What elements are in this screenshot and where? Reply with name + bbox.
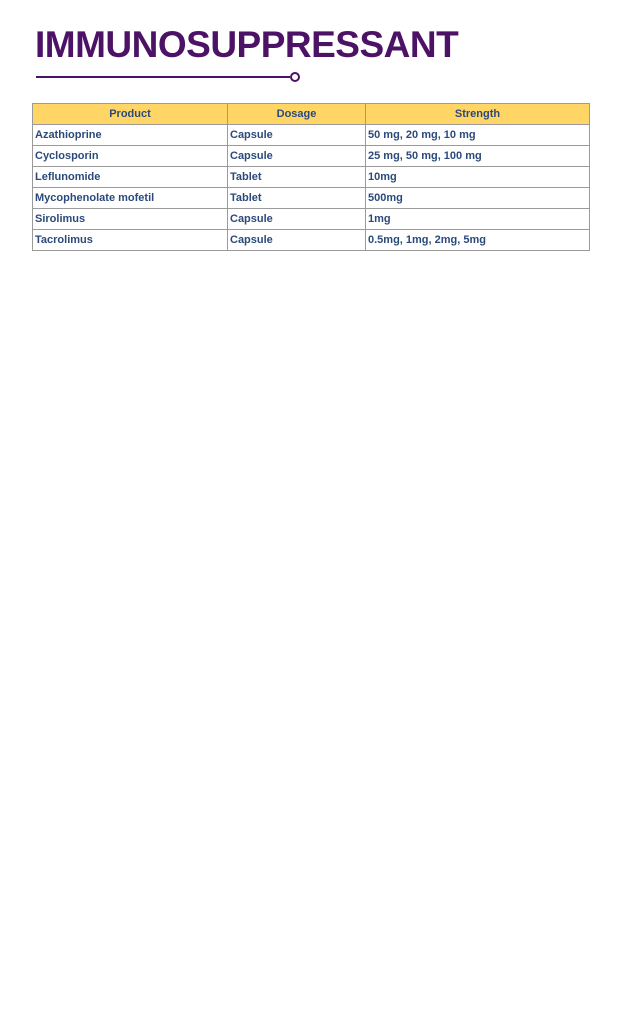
cell-strength: 50 mg, 20 mg, 10 mg bbox=[366, 125, 590, 146]
cell-strength: 10mg bbox=[366, 167, 590, 188]
cell-dosage: Capsule bbox=[228, 146, 366, 167]
cell-strength: 0.5mg, 1mg, 2mg, 5mg bbox=[366, 230, 590, 251]
cell-product: Cyclosporin bbox=[33, 146, 228, 167]
divider-line bbox=[36, 76, 290, 78]
cell-strength: 500mg bbox=[366, 188, 590, 209]
column-header-strength: Strength bbox=[366, 104, 590, 125]
cell-dosage: Capsule bbox=[228, 230, 366, 251]
cell-dosage: Capsule bbox=[228, 209, 366, 230]
table-row bbox=[33, 146, 590, 167]
table-header-row bbox=[33, 104, 590, 125]
cell-strength: 25 mg, 50 mg, 100 mg bbox=[366, 146, 590, 167]
product-table bbox=[32, 103, 590, 251]
cell-product: Leflunomide bbox=[33, 167, 228, 188]
cell-product: Tacrolimus bbox=[33, 230, 228, 251]
column-header-product: Product bbox=[33, 104, 228, 125]
column-header-dosage: Dosage bbox=[228, 104, 366, 125]
title-underline-divider bbox=[36, 72, 300, 82]
table-row bbox=[33, 167, 590, 188]
table-row bbox=[33, 230, 590, 251]
cell-dosage: Tablet bbox=[228, 188, 366, 209]
table-row bbox=[33, 209, 590, 230]
cell-product: Sirolimus bbox=[33, 209, 228, 230]
divider-end-circle-icon bbox=[290, 72, 300, 82]
cell-strength: 1mg bbox=[366, 209, 590, 230]
cell-dosage: Capsule bbox=[228, 125, 366, 146]
cell-dosage: Tablet bbox=[228, 167, 366, 188]
table-row bbox=[33, 188, 590, 209]
cell-product: Azathioprine bbox=[33, 125, 228, 146]
cell-product: Mycophenolate mofetil bbox=[33, 188, 228, 209]
table-row bbox=[33, 125, 590, 146]
page-title: IMMUNOSUPPRESSANT bbox=[35, 24, 459, 65]
